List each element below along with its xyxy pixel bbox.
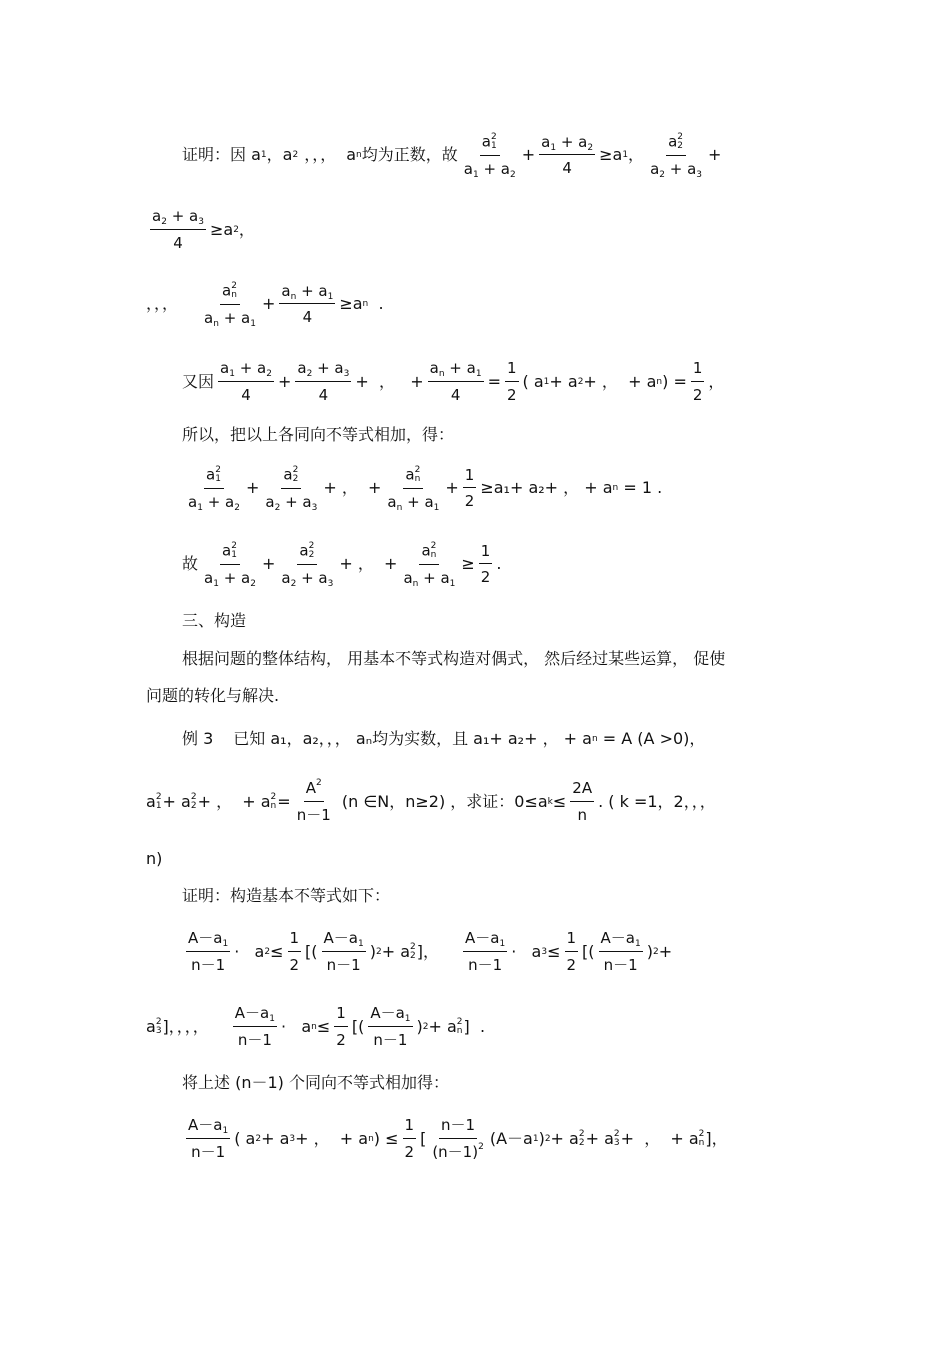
section3-heading: 三、构造 xyxy=(182,611,247,630)
sep-dots: ，，， xyxy=(304,145,337,165)
frac-a2sq: a 2 2 $a_2 + a_3$ xyxy=(650,132,703,180)
proof2-line1: $A-a_1$ n－1 · a 2 ≤ 1 2 [( $A-a_1$ n－1 ) 2 + a 2 2 ]， $A-a_1$ n－1 · a 3 ≤ 1 2 [( $A-a_1$ n－1 ) 2 + xyxy=(188,929,673,974)
ineq-a2: ≥a xyxy=(209,219,234,239)
so-label: 所以，把以上各同向不等式相加，得： xyxy=(182,425,455,444)
frac-a1a2-4: $\frac{a_1 + a_2}{4}$ xyxy=(541,132,594,178)
sum-result-tail: = 1 . xyxy=(623,478,663,498)
proof2-final: $A-a_1$ n－1 ( a 2 + a 3 + ， + a n ) ≤ 1 2 [ n－1 $(n-1)^2$ (A－a 1 ) 2 + a 2 2 + a 2 3 + ， + a 2 n ]， xyxy=(188,1116,728,1161)
an-text: 均为正数，故 xyxy=(361,145,458,165)
proof1-intro: 证明：因 a xyxy=(182,145,261,165)
frac-a2a3-4: $\frac{a_2 + a_3}{4}$ xyxy=(152,207,204,252)
sum-result: ≥a₁+ a₂+ ， + a xyxy=(480,478,613,498)
therefore-line: 故 a 2 1 $a_1 + a_2$ + a 2 2 $a_2 + a_3$ + ， + a 2 n $a_n + a_1$ ≥ 1 2 . xyxy=(182,541,502,589)
proof2-combine: 将上述 (n－1) 个同向不等式相加得： xyxy=(182,1073,449,1092)
dots-3: ，，， xyxy=(146,294,179,314)
therefore-label: 故 xyxy=(182,554,199,574)
proof1-line1: 证明：因 a 1 ，a 2 ，，， a n 均为正数，故 a 2 1 $a_1 + a_2$ + $\frac{a_1 + a_2}{4}$ ≥a 1 ， a 2 2 $a_2 + a_3$ + xyxy=(182,132,722,180)
sep-a2: ，a xyxy=(266,145,293,165)
section3-desc2: 问题的转化与解决. xyxy=(146,686,280,705)
proof1-line3: ，，， a 2 n $a_n + a_1$ + $a_n + a_1$ 4 ≥a n . xyxy=(146,281,384,329)
example3-label: 例 3 xyxy=(182,729,214,748)
example3-line2: a 2 1 + a 2 2 + ， + a 2 n = $A^2$ n－1 (n ∈N，n≥2) ，求证：0≤a k ≤ 2A n . ( k =1，2，，， xyxy=(146,778,716,824)
ineq-a1: ≥a xyxy=(599,145,623,165)
sum-line: a 2 1 $a_1 + a_2$ + a 2 2 $a_2 + a_3$ + ， + a 2 n $a_n + a_1$ + $\frac{1}{2}$ ≥a₁+ a₂+ ， + a n = 1 . xyxy=(188,465,663,513)
frac-ana1-4: $a_n + a_1$ 4 xyxy=(281,281,334,327)
proof1-line4: 又因 $a_1 + a_2$ 4 + $a_2 + a_3$ 4 + ， + $\frac{a_n + a_1}{4}$ = $\frac{1}{2}$ ( a 1 + a 2 + ， + a n ) = 1 2 ， xyxy=(182,359,725,404)
example3-line1: 例 3 已知 a₁，a₂，，， aₙ均为实数，且 a₁+ a₂+ ， + a n = A (A >0)， xyxy=(182,729,706,748)
frac-a1sq: a 2 1 $a_1 + a_2$ xyxy=(463,132,516,180)
proof2-line2: a 2 3 ]，，，， $A-a_1$ n－1 · a n ≤ 1 2 [( $A-a_1$ n－1 ) 2 + a 2 n ] . xyxy=(146,1004,486,1049)
again-label: 又因 xyxy=(182,371,215,391)
proof2-intro: 证明：构造基本不等式如下： xyxy=(182,886,391,905)
section3-desc1: 根据问题的整体结构， 用基本不等式构造对偶式， 然后经过某些运算， 促使 xyxy=(182,649,726,668)
proof1-line2: $\frac{a_2 + a_3}{4}$ ≥a 2 ， xyxy=(152,207,255,252)
example3-line3: n) xyxy=(146,849,163,868)
frac-ansq: a 2 n $a_n + a_1$ xyxy=(204,281,256,329)
